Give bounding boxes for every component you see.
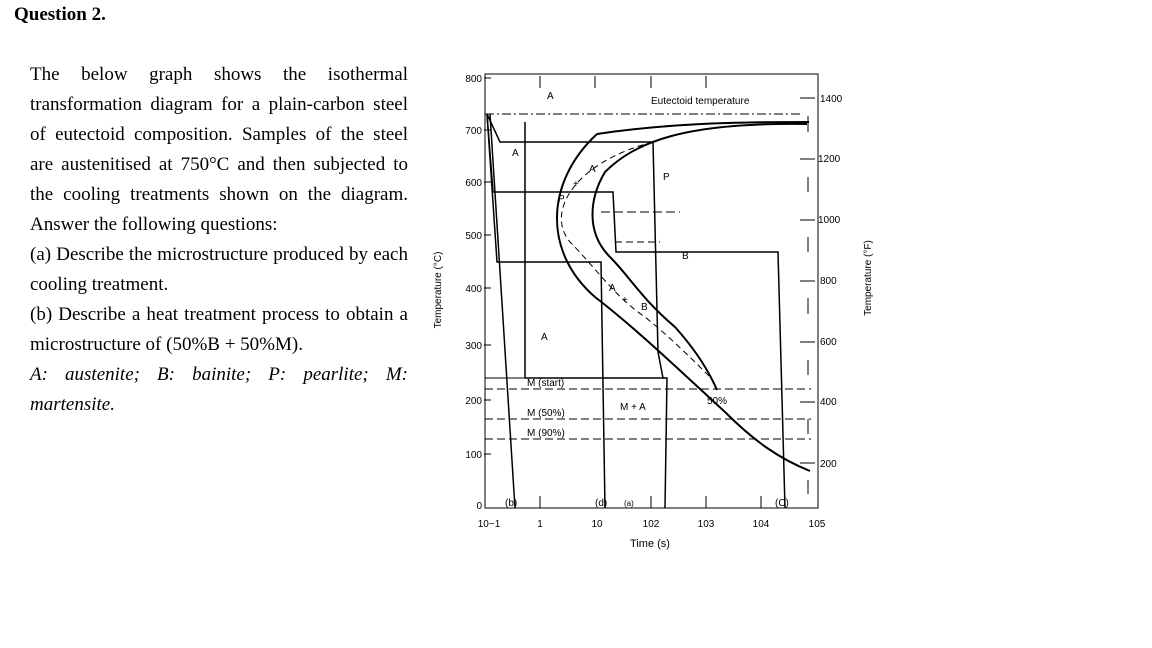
question-text (30, 60, 408, 420)
y-left-ticks (465, 74, 482, 512)
x-tick: 104 (752, 519, 770, 530)
label-plus-low: + (622, 295, 628, 306)
y-right-tick: 800 (820, 276, 837, 287)
y-axis-right-label: Temperature (°F) (863, 240, 874, 316)
cooling-path-c (487, 114, 785, 508)
x-ticks (478, 519, 826, 530)
label-a-curve-low: A (609, 283, 616, 294)
label-p-region: P (663, 172, 670, 183)
x-tick: 1 (537, 519, 543, 530)
question-part-a: (a) Describe the microstructure produced by each cooling treatment. (30, 244, 408, 295)
label-a-low: A (541, 332, 548, 343)
label-b-curve: B (641, 302, 648, 313)
y-left-tick: 600 (465, 178, 482, 189)
y-right-tick: 600 (820, 337, 837, 348)
phase-legend: A: austenite; B: bainite; P: pearlite; M: martensite. (30, 364, 408, 415)
question-part-b: (b) Describe a heat treatment process to obtain a microstructure of (50%B + 50%M). (30, 304, 408, 355)
x-tick: 102 (642, 519, 660, 530)
x-tick: 103 (697, 519, 715, 530)
y-left-tick: 300 (465, 341, 482, 352)
y-right-tick: 1000 (818, 215, 841, 226)
label-m-50: M (50%) (527, 408, 565, 419)
label-m-90: M (90%) (527, 428, 565, 439)
y-right-tick: 400 (820, 397, 837, 408)
transformation-finish-curve (593, 124, 808, 390)
y-left-tick: 700 (465, 126, 482, 137)
x-tick: 10 (591, 519, 603, 530)
label-fifty-percent: 50% (707, 396, 728, 407)
y-axis-left-label: Temperature (°C) (433, 251, 444, 329)
label-m-plus-a: M + A (620, 402, 646, 413)
y-right-tick: 1200 (818, 154, 841, 165)
ttt-diagram (425, 62, 874, 562)
plot-frame (485, 74, 818, 508)
label-p-curve: P (558, 194, 565, 205)
transformation-start-curve (557, 134, 810, 471)
y-right-tick: 200 (820, 459, 837, 470)
question-heading: Question 2. (14, 4, 106, 25)
label-path-b: (b) (505, 498, 518, 509)
ttt-diagram-svg (425, 62, 874, 562)
label-path-c: (C) (775, 498, 789, 509)
y-left-tick: 100 (465, 450, 482, 461)
cooling-path-b (490, 114, 518, 509)
label-path-a: (a) (624, 499, 634, 508)
label-b-region: B (682, 251, 689, 262)
y-right-ticks (818, 94, 843, 470)
label-path-d: (d) (595, 498, 608, 509)
question-intro: The below graph shows the isothermal transformation diagram for a plain-carbon steel of eutectoid composition. Samples of the steel are austenitised at 750°C and then subjected to the cooling treatments shown on the diagram. Answer the following questions: (30, 64, 408, 235)
label-plus: + (573, 179, 579, 190)
y-left-tick: 500 (465, 231, 482, 242)
label-a-top: A (547, 91, 554, 102)
y-left-tick: 200 (465, 396, 482, 407)
x-axis-label: Time (s) (630, 538, 670, 550)
y-right-tick: 1400 (820, 94, 843, 105)
y-left-tick: 800 (465, 74, 482, 85)
label-a-mid: A (512, 148, 519, 159)
y-left-tick: 0 (476, 501, 482, 512)
y-left-tick: 400 (465, 284, 482, 295)
label-a-curve: A (589, 164, 596, 175)
x-tick: 10−1 (477, 519, 501, 530)
eutectoid-label: Eutectoid temperature (651, 96, 750, 107)
label-m-start: M (start) (527, 378, 565, 389)
x-tick: 105 (808, 519, 826, 530)
cooling-path-a (487, 114, 667, 508)
